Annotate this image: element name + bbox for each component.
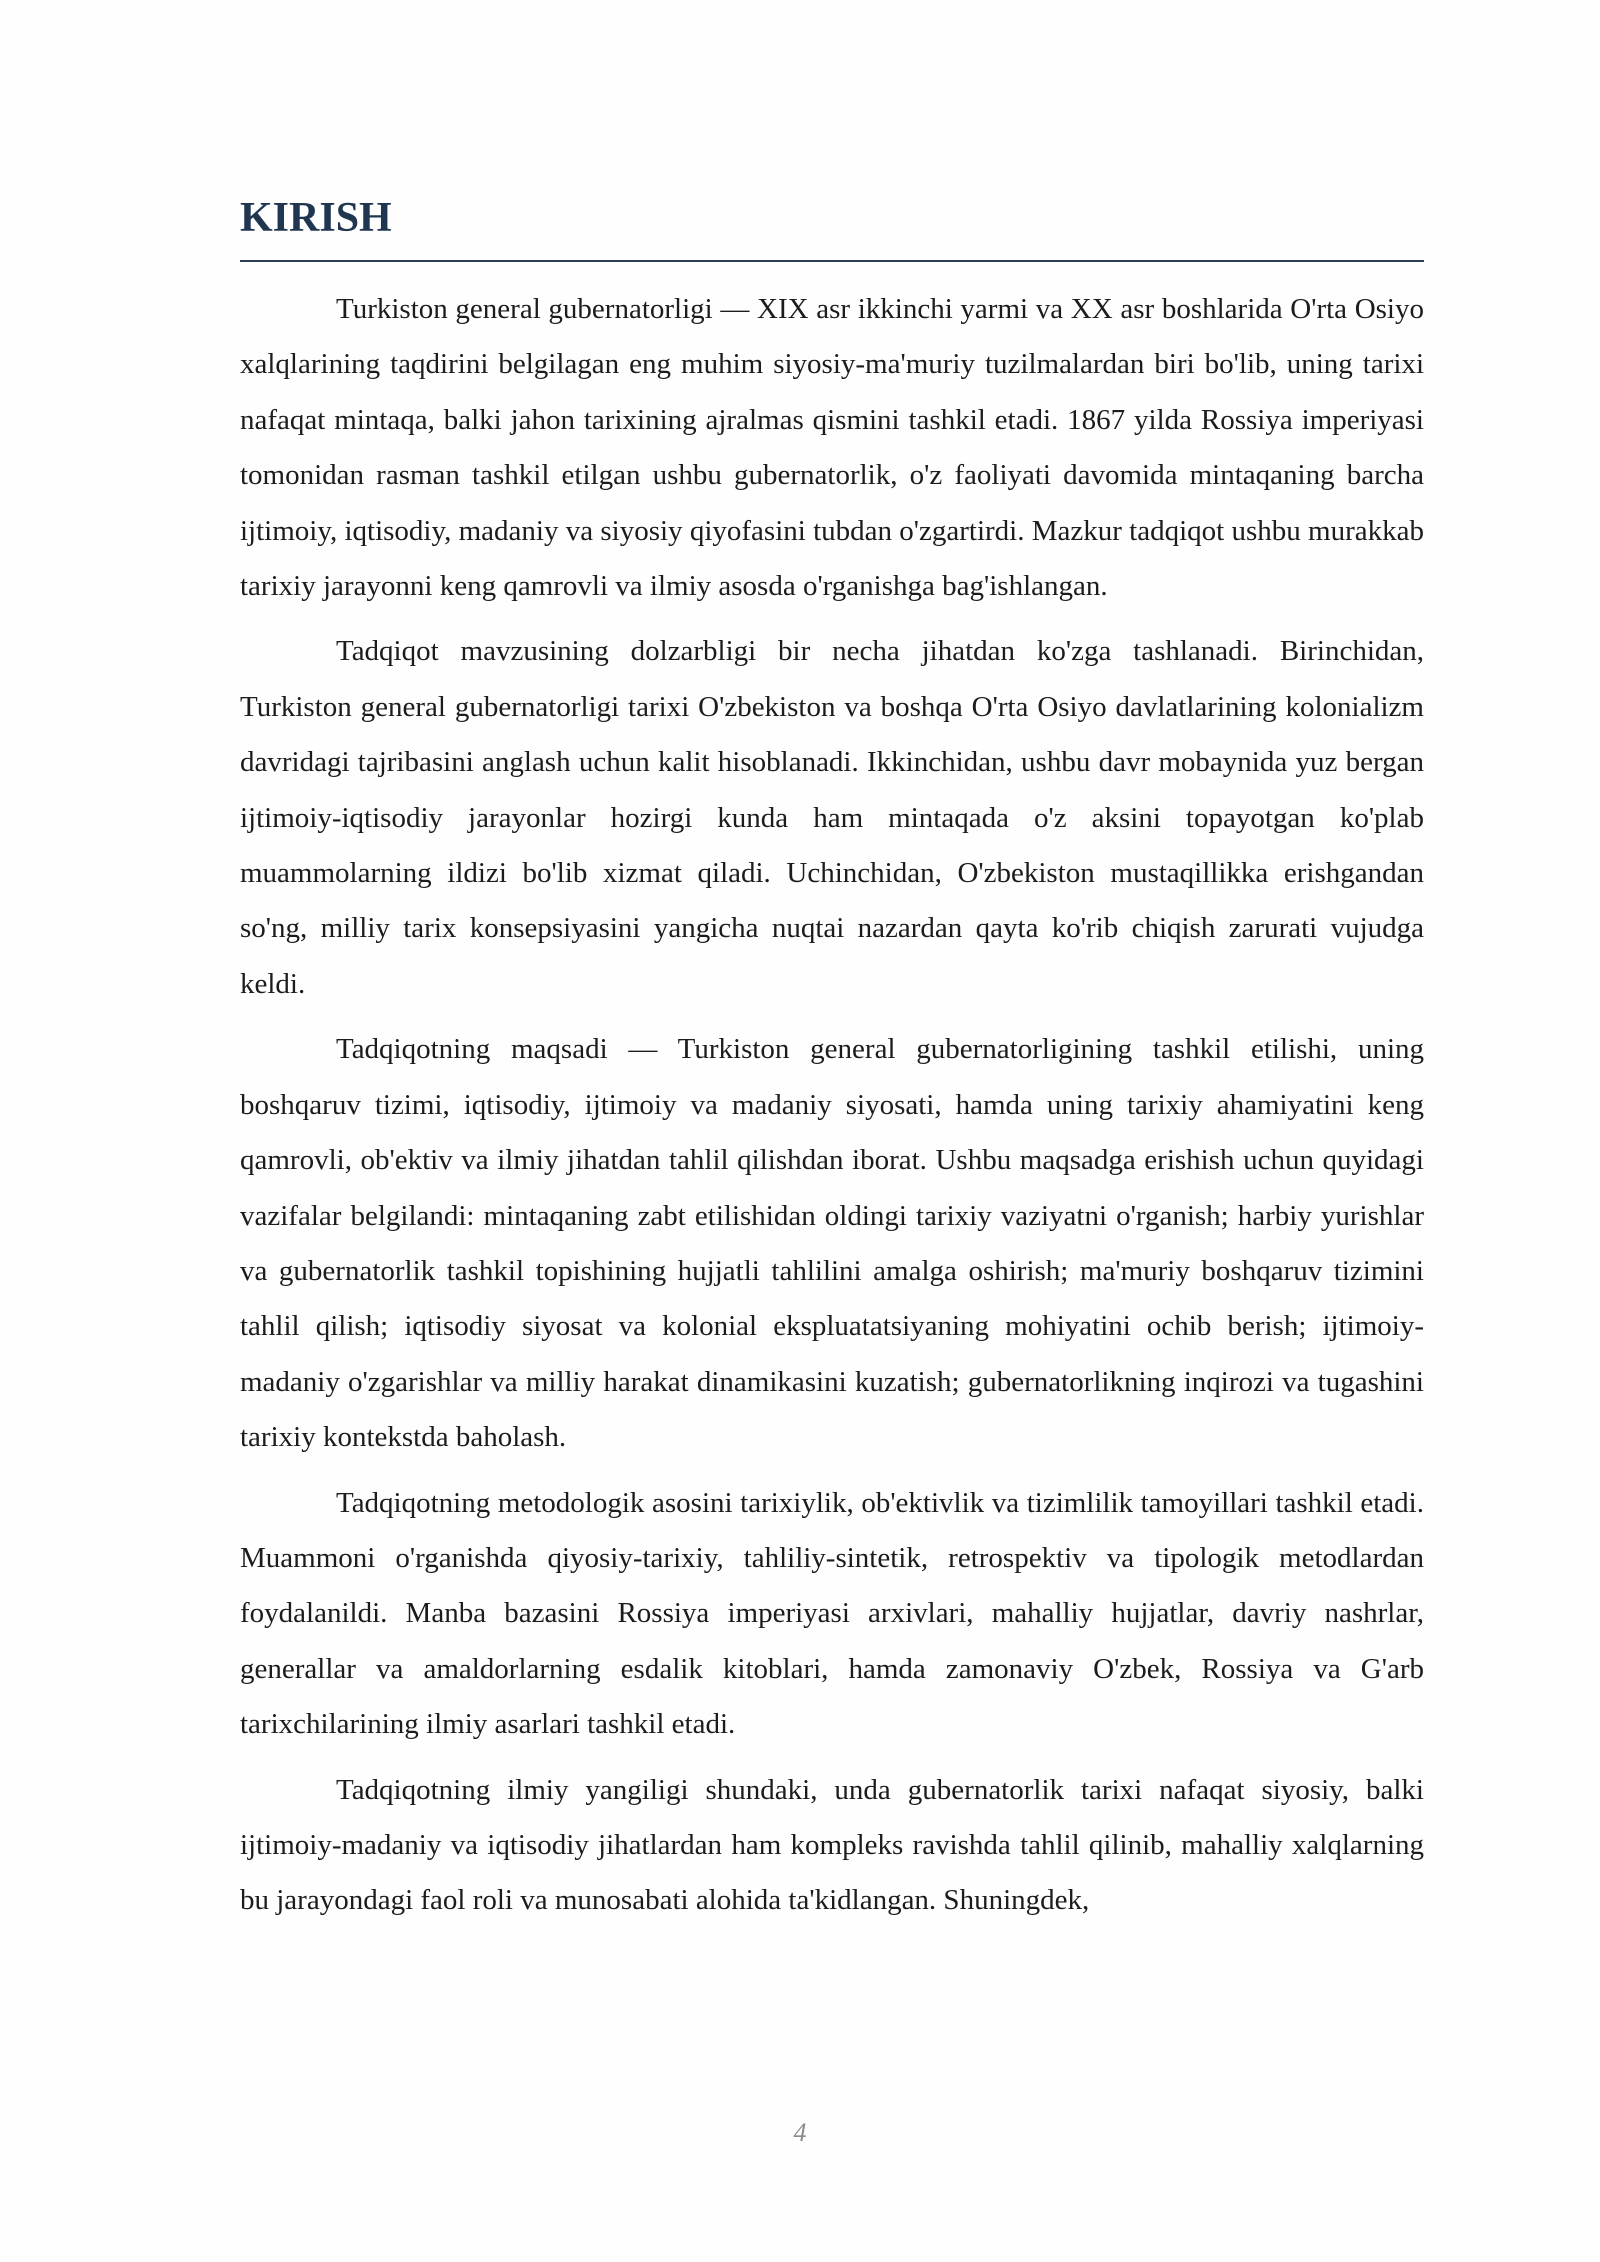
section-heading: KIRISH xyxy=(240,190,1424,262)
page-number: 4 xyxy=(793,2118,807,2147)
paragraph-5: Tadqiqotning ilmiy yangiligi shundaki, unda gubernatorlik tarixi nafaqat siyosiy, balki ijtimoiy-madaniy va iqtisodiy jihatlardan ham kompleks ravishda tahlil qilinib, mahalliy xalqlarning bu jarayondagi faol roli va munosabati alohida ta'kidlangan. Shuningdek, xyxy=(240,1773,1424,1917)
body-text xyxy=(240,282,1424,1929)
paragraph-3: Tadqiqotning maqsadi — Turkiston general gubernatorligining tashkil etilishi, uning boshqaruv tizimi, iqtisodiy, ijtimoiy va madaniy siyosati, hamda uning tarixiy ahamiyatini keng qamrovli, ob'ektiv va ilmiy jihatdan tahlil qilishdan iborat. Ushbu maqsadga erishish uchun quyidagi vazifalar belgilandi: mintaqaning zabt etilishidan oldingi tarixiy vaziyatni o'rganish; harbiy yurishlar va gubernatorlik tashkil topishining hujjatli tahlilini amalga oshirish; ma'muriy boshqaruv tizimini tahlil qilish; iqtisodiy siyosat va kolonial ekspluatatsiyaning mohiyatini ochib berish; ijtimoiy-madaniy o'zgarishlar va milliy harakat dinamikasini kuzatish; gubernatorlikning inqirozi va tugashini tarixiy kontekstda baholash. xyxy=(240,1033,1424,1454)
page-content xyxy=(240,190,1424,1939)
paragraph-4: Tadqiqotning metodologik asosini tarixiylik, ob'ektivlik va tizimlilik tamoyillari tashkil etadi. Muammoni o'rganishda qiyosiy-tarixiy, tahliliy-sintetik, retrospektiv va tipologik metodlardan foydalanildi. Manba bazasini Rossiya imperiyasi arxivlari, mahalliy hujjatlar, davriy nashrlar, generallar va amaldorlarning esdalik kitoblari, hamda zamonaviy O'zbek, Rossiya va G'arb tarixchilarining ilmiy asarlari tashkil etadi. xyxy=(240,1486,1424,1741)
paragraph-1: Turkiston general gubernatorligi — XIX asr ikkinchi yarmi va XX asr boshlarida O'rta Osiyo xalqlarining taqdirini belgilagan eng muhim siyosiy-ma'muriy tuzilmalardan biri bo'lib, uning tarixi nafaqat mintaqa, balki jahon tarixining ajralmas qismini tashkil etadi. 1867 yilda Rossiya imperiyasi tomonidan rasman tashkil etilgan ushbu gubernatorlik, o'z faoliyati davomida mintaqaning barcha ijtimoiy, iqtisodiy, madaniy va siyosiy qiyofasini tubdan o'zgartirdi. Mazkur tadqiqot ushbu murakkab tarixiy jarayonni keng qamrovli va ilmiy asosda o'rganishga bag'ishlangan. xyxy=(240,293,1424,603)
paragraph-2: Tadqiqot mavzusining dolzarbligi bir necha jihatdan ko'zga tashlanadi. Birinchidan, Turkiston general gubernatorligi tarixi O'zbekiston va boshqa O'rta Osiyo davlatlarining kolonializm davridagi tajribasini anglash uchun kalit hisoblanadi. Ikkinchidan, ushbu davr mobaynida yuz bergan ijtimoiy-iqtisodiy jarayonlar hozirgi kunda ham mintaqada o'z aksini topayotgan ko'plab muammolarning ildizi bo'lib xizmat qiladi. Uchinchidan, O'zbekiston mustaqillikka erishgandan so'ng, milliy tarix konsepsiyasini yangicha nuqtai nazardan qayta ko'rib chiqish zarurati vujudga keldi. xyxy=(240,635,1424,1000)
